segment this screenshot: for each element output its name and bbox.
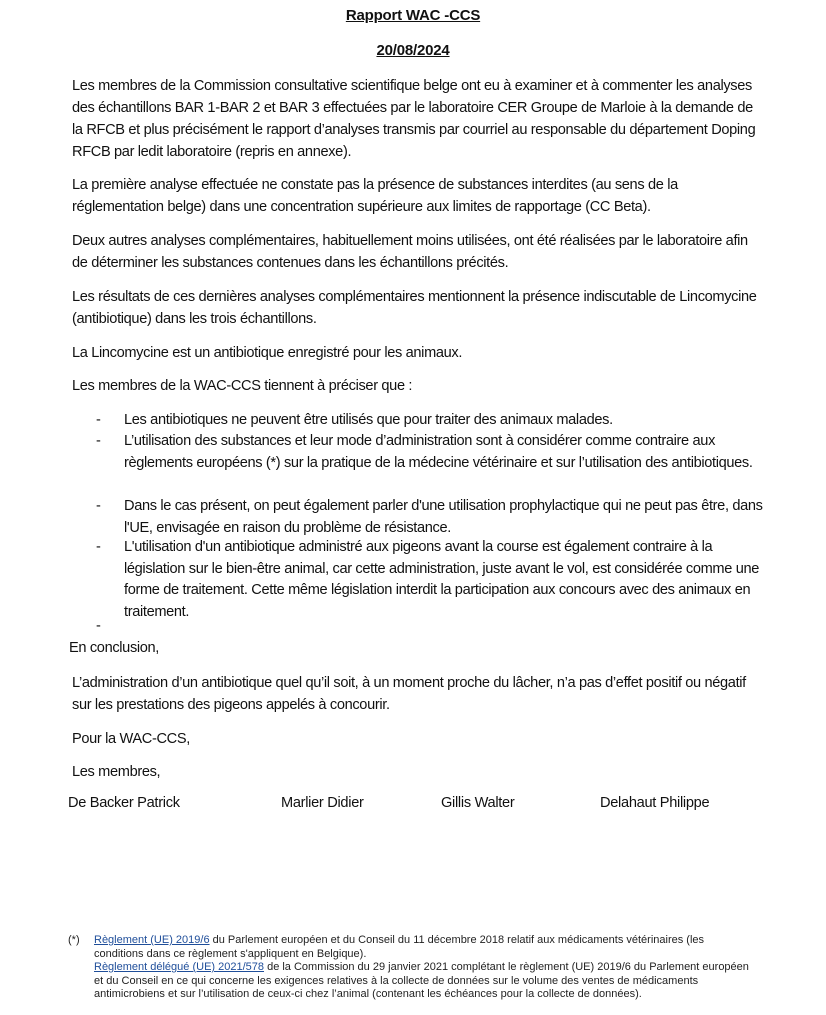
paragraph-results: Les résultats de ces dernières analyses complémentaires mentionnent la présence indiscutable de Lincomycine (antibiotique) dans les trois échantillons. [72, 289, 757, 327]
footnote-ref [94, 961, 754, 1002]
list-item-text: L'utilisation d'un antibiotique administré aux pigeons avant la course est également contraire à la législation sur le bien-être animal, car cette administration, juste avant le vol, est considérée comme une forme de traitement. Cette même législation interdit la participation aux concours avec des animaux en traitement. [124, 539, 760, 620]
list-item-text: Les antibiotiques ne peuvent être utilisés que pour traiter des animaux malades. [124, 412, 613, 428]
list-bullet: - [96, 412, 101, 428]
closing-line: Pour la WAC-CCS, [72, 731, 190, 747]
paragraph-first-analysis: La première analyse effectuée ne constate pas la présence de substances interdites (au sens de la réglementation belge) dans une concentration supérieure aux limites de rapportage (CC Beta). [72, 177, 678, 215]
signatory: De Backer Patrick [68, 795, 180, 811]
members-label: Les membres, [72, 764, 161, 780]
footnote-body [94, 934, 754, 1002]
list-bullet: - [96, 498, 101, 514]
list-bullet: - [96, 433, 101, 449]
paragraph-members-intro: Les membres de la WAC-CCS tiennent à préciser que : [72, 378, 413, 394]
list-bullet: - [96, 618, 101, 634]
regulation-link[interactable]: Règlement (UE) 2019/6 [94, 934, 210, 946]
list-item-text: L’utilisation des substances et leur mode d’administration sont à considérer comme contraire aux règlements européens (*) sur la pratique de la médecine vétérinaire et sur l’utilisation des antibiotiques. [124, 433, 753, 471]
signatory: Gillis Walter [441, 795, 515, 811]
list-bullet: - [96, 539, 101, 555]
footnote-ref-text: de la Commission du 29 janvier 2021 complétant le règlement (UE) 2019/6 du Parlement européen et du Conseil en ce qui concerne les exigences relatives à la collecte de données sur le volume des ventes de médicaments antimicrobiens et sur l’utilisation de ceux-ci chez l’animal (contenant les échéances pour la collecte de données). [94, 961, 749, 1001]
signatory: Marlier Didier [281, 795, 364, 811]
report-date: 20/08/2024 [376, 42, 450, 59]
conclusion-text: L’administration d’un antibiotique quel qu’il soit, à un moment proche du lâcher, n’a pas d’effet positif ou négatif sur les prestations des pigeons appelés à concourir. [72, 675, 746, 713]
list-item-text: Dans le cas présent, on peut également parler d'une utilisation prophylactique qui ne peut pas être, dans l'UE, envisagée en raison du problème de résistance. [124, 498, 763, 536]
paragraph-complementary-analyses: Deux autres analyses complémentaires, habituellement moins utilisées, ont été réalisées par le laboratoire afin de déterminer les substances contenues dans les échantillons précités. [72, 233, 748, 271]
footnote-mark: (*) [68, 934, 80, 946]
paragraph-lincomycine: La Lincomycine est un antibiotique enregistré pour les animaux. [72, 345, 463, 361]
paragraph-intro: Les membres de la Commission consultative scientifique belge ont eu à examiner et à commenter les analyses des échantillons BAR 1-BAR 2 et BAR 3 effectuées par le laboratoire CER Groupe de Marloie à la demande de la RFCB et plus précisément le rapport d’analyses transmis par courriel au responsable du département Doping RFCB par ledit laboratoire (repris en annexe). [72, 78, 756, 160]
signatory: Delahaut Philippe [600, 795, 710, 811]
footnote-ref-text: du Parlement européen et du Conseil du 11 décembre 2018 relatif aux médicaments vétérinaires (les conditions dans ce règlement s'appliquent en Belgique). [94, 934, 705, 960]
footnote-ref [94, 934, 754, 961]
conclusion-heading: En conclusion, [69, 640, 160, 656]
regulation-link[interactable]: Règlement délégué (UE) 2021/578 [94, 961, 265, 974]
report-title: Rapport WAC -CCS [345, 7, 481, 24]
